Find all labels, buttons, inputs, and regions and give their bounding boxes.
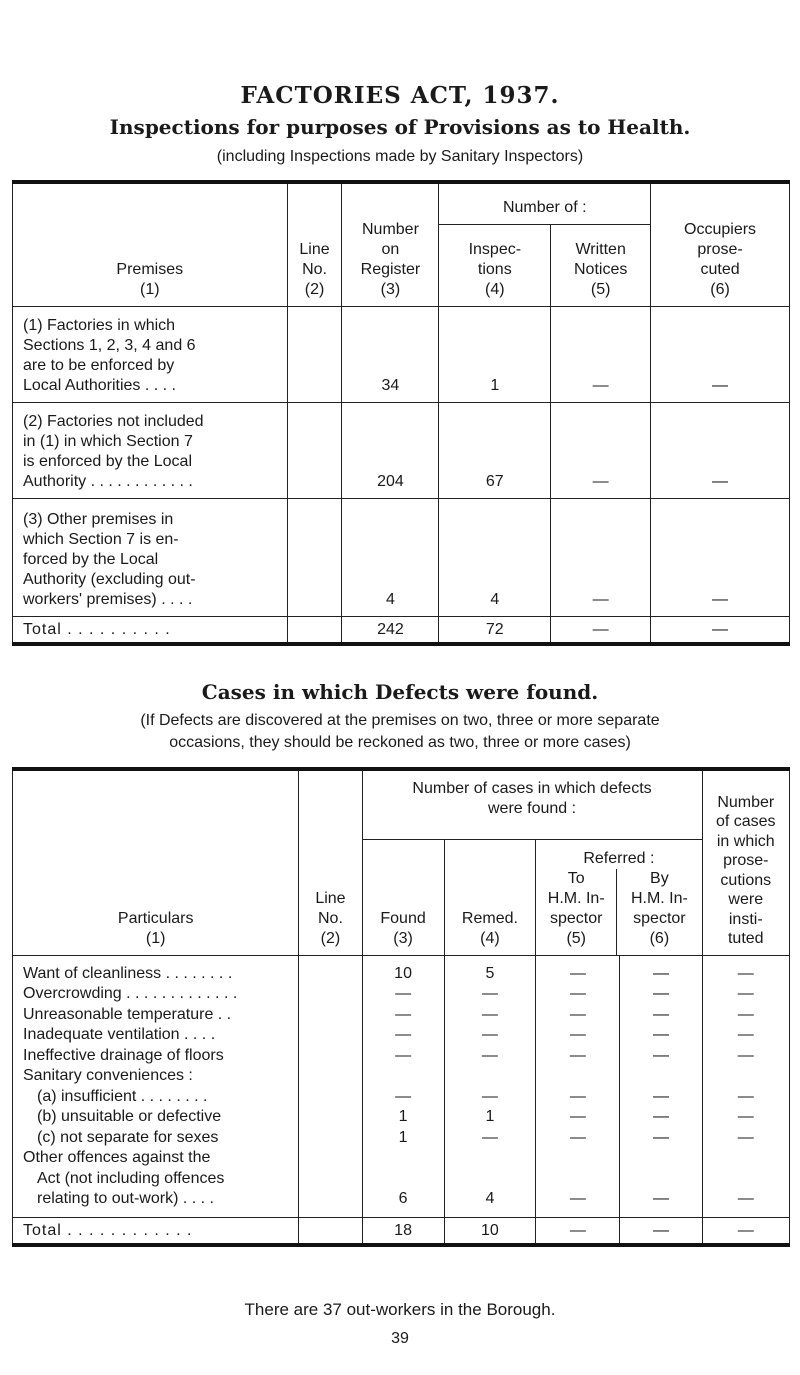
register-cell: 34 [342, 306, 439, 402]
particulars-header: Particulars (1) [13, 769, 299, 955]
list-item: Inadequate ventilation . . . . [23, 1026, 216, 1043]
defects-note-2: occasions, they should be reckoned as two, three or more cases) [169, 734, 631, 751]
list-item: (a) insufficient . . . . . . . . [37, 1087, 208, 1105]
by-inspector-header: By H.M. In- spector (6) [630, 869, 688, 947]
inspections-cell: 1 [439, 306, 551, 402]
premises-cell: (3) Other premises in which Section 7 is en- forced by the Local Authority (excluding out- workers' premises) . . . . [13, 498, 288, 616]
by-inspector-column: — — — — — — — — — [620, 955, 702, 1217]
list-item: Overcrowding . . . . . . . . . . . . . [23, 985, 238, 1002]
remedied-column: 5 — — — — — 1 — 4 [444, 955, 536, 1217]
found-header: Found (3) [362, 839, 444, 955]
line-no-cell [287, 616, 342, 644]
total-to-inspector: — [536, 1217, 620, 1245]
total-prosecutions: — [702, 1217, 789, 1245]
list-item: Other offences against the [23, 1149, 211, 1166]
line-no-cell [287, 402, 342, 498]
inspections-title: Inspections for purposes of Provisions as to Health. [109, 115, 691, 139]
page-number: 39 [391, 1330, 409, 1347]
notices-cell: — [551, 306, 651, 402]
total-label: Total . . . . . . . . . . . . [13, 1217, 299, 1245]
remedied-header: Remed. (4) [444, 839, 536, 955]
inspections-header: Inspec- tions (4) [439, 224, 551, 306]
to-inspector-header: To H.M. In- spector (5) [536, 869, 617, 955]
occupiers-cell: — [651, 306, 790, 402]
inspections-table [12, 180, 790, 646]
line-no-cell [287, 306, 342, 402]
total-notices: — [551, 616, 651, 644]
cases-header: Number of cases in which defects were found : [362, 769, 702, 839]
referred-header: Referred : To H.M. In- spector (5) By H.M. In- spector (6) [536, 839, 702, 955]
act-title: FACTORIES ACT, 1937. [240, 82, 560, 109]
prosecutions-column: — — — — — — — — — [702, 955, 789, 1217]
register-cell: 204 [342, 402, 439, 498]
outworkers-note: There are 37 out-workers in the Borough. [244, 1300, 556, 1319]
list-item: Act (not including offences [37, 1169, 225, 1187]
list-item: Unreasonable temperature . . [23, 1005, 232, 1023]
list-item: Want of cleanliness . . . . . . . . [23, 964, 233, 982]
total-occupiers: — [651, 616, 790, 644]
defects-body-row [13, 955, 790, 1217]
premises-cell: (1) Factories in which Sections 1, 2, 3, 4 and 6 are to be enforced by Local Authorities . . . . [13, 306, 288, 402]
line-no-cell [299, 955, 362, 1217]
line-no-header: Line No. (2) [299, 769, 362, 955]
notices-cell: — [551, 498, 651, 616]
total-by-inspector: — [620, 1217, 702, 1245]
occupiers-cell: — [651, 402, 790, 498]
line-no-cell [287, 498, 342, 616]
line-no-header: Line No. (2) [287, 182, 342, 306]
total-found: 18 [362, 1217, 444, 1245]
premises-cell: (2) Factories not included in (1) in which Section 7 is enforced by the Local Authority . . . . . . . . . . . . [13, 402, 288, 498]
occupiers-cell: — [651, 498, 790, 616]
list-item: Ineffective drainage of floors [23, 1046, 224, 1064]
inspections-note: (including Inspections made by Sanitary Inspectors) [216, 148, 584, 165]
notices-header: Written Notices (5) [551, 224, 651, 306]
list-item: (b) unsuitable or defective [37, 1108, 222, 1125]
line-no-cell [299, 1217, 362, 1245]
table-row [13, 306, 790, 402]
inspections-cell: 67 [439, 402, 551, 498]
register-cell: 4 [342, 498, 439, 616]
total-row [13, 1217, 790, 1245]
defects-note-1: (If Defects are discovered at the premises on two, three or more separate [140, 712, 660, 729]
prosecutions-header: Number of cases in which prose- cutions were insti- tuted [702, 769, 789, 955]
number-of-header: Number of : [439, 182, 651, 224]
total-register: 242 [342, 616, 439, 644]
inspections-cell: 4 [439, 498, 551, 616]
list-item: relating to out-work) . . . . [37, 1190, 214, 1207]
total-remedied: 10 [444, 1217, 536, 1245]
total-label: Total . . . . . . . . . . [13, 616, 288, 644]
total-row [13, 616, 790, 644]
table-row [13, 402, 790, 498]
total-inspections: 72 [439, 616, 551, 644]
register-header: Number on Register (3) [342, 182, 439, 306]
particulars-cell [13, 955, 299, 1217]
to-inspector-column: — — — — — — — — — [536, 955, 620, 1217]
defects-table [12, 767, 790, 1247]
notices-cell: — [551, 402, 651, 498]
found-column: 10 — — — — — 1 1 6 [362, 955, 444, 1217]
table-row [13, 498, 790, 616]
defects-title: Cases in which Defects were found. [201, 680, 599, 704]
premises-header: Premises (1) [13, 182, 288, 306]
occupiers-header: Occupiers prose- cuted (6) [651, 182, 790, 306]
list-item: Sanitary conveniences : [23, 1067, 193, 1084]
list-item: (c) not separate for sexes [37, 1128, 219, 1146]
